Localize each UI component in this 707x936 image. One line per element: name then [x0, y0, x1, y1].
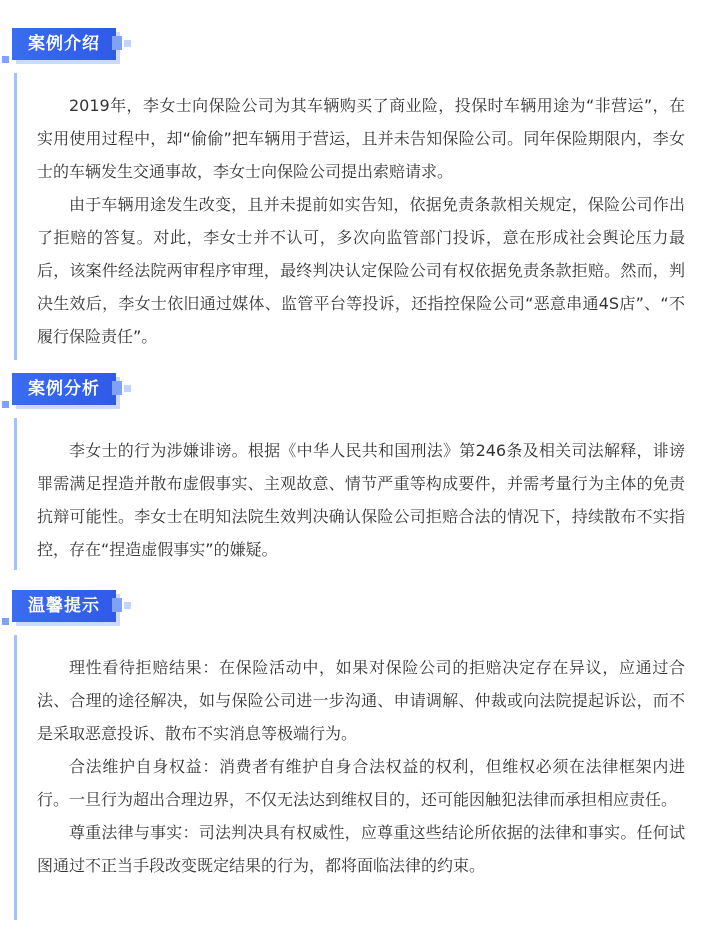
paragraph: 合法维护自身权益：消费者有维护自身合法权益的权利，但维权必须在法律框架内进行。一旦行为超出合理边界，不仅无法达到维权目的，还可能因触犯法律而承担相应责任。 [37, 757, 685, 809]
tag-decoration [2, 618, 9, 625]
paragraph: 尊重法律与事实：司法判决具有权威性，应尊重这些结论所依据的法律和事实。任何试图通过不正当手段改变既定结果的行为，都将面临法律的约束。 [37, 823, 685, 875]
tag-decoration [112, 36, 122, 50]
section-title: 案例分析 [12, 373, 116, 405]
section-content [14, 418, 693, 570]
section-tag [0, 28, 140, 68]
tag-decoration [112, 598, 122, 612]
tag-decoration [2, 401, 9, 408]
section-tag [0, 590, 140, 630]
section-title: 温馨提示 [12, 590, 116, 622]
paragraph: 由于车辆用途发生改变，且并未提前如实告知，依据免责条款相关规定，保险公司作出了拒赔的答复。对此，李女士并不认可，多次向监管部门投诉，意在形成社会舆论压力最后，该案件经法院两审程序审理，最终判决认定保险公司有权依据免责条款拒赔。然而，判决生效后，李女士依旧通过媒体、监管平台等投诉，还指控保险公司“恶意串通4S店”、“不履行保险责任”。 [37, 195, 685, 346]
paragraph: 2019年，李女士向保险公司为其车辆购买了商业险，投保时车辆用途为“非营运”，在实用使用过程中，却“偷偷”把车辆用于营运，且并未告知保险公司。同年保险期限内，李女士的车辆发生交通事故，李女士向保险公司提出索赔请求。 [37, 96, 685, 181]
section-title: 案例介绍 [12, 28, 116, 60]
tag-decoration [112, 381, 122, 395]
paragraph: 理性看待拒赔结果：在保险活动中，如果对保险公司的拒赔决定存在异议，应通过合法、合理的途径解决，如与保险公司进一步沟通、申请调解、仲裁或向法院提起诉讼，而不是采取恶意投诉、散布不实消息等极端行为。 [37, 658, 685, 743]
tag-decoration [2, 56, 9, 63]
paragraph: 李女士的行为涉嫌诽谤。根据《中华人民共和国刑法》第246条及相关司法解释，诽谤罪需满足捏造并散布虚假事实、主观故意、情节严重等构成要件，并需考量行为主体的免责抗辩可能性。李女士在明知法院生效判决确认保险公司拒赔合法的情况下，持续散布不实指控，存在“捏造虚假事实”的嫌疑。 [37, 441, 685, 559]
section-content [14, 635, 693, 920]
tag-decoration [124, 40, 131, 47]
section-tag [0, 373, 140, 413]
section-content [14, 73, 693, 360]
tag-decoration [124, 602, 131, 609]
tag-decoration [124, 385, 131, 392]
